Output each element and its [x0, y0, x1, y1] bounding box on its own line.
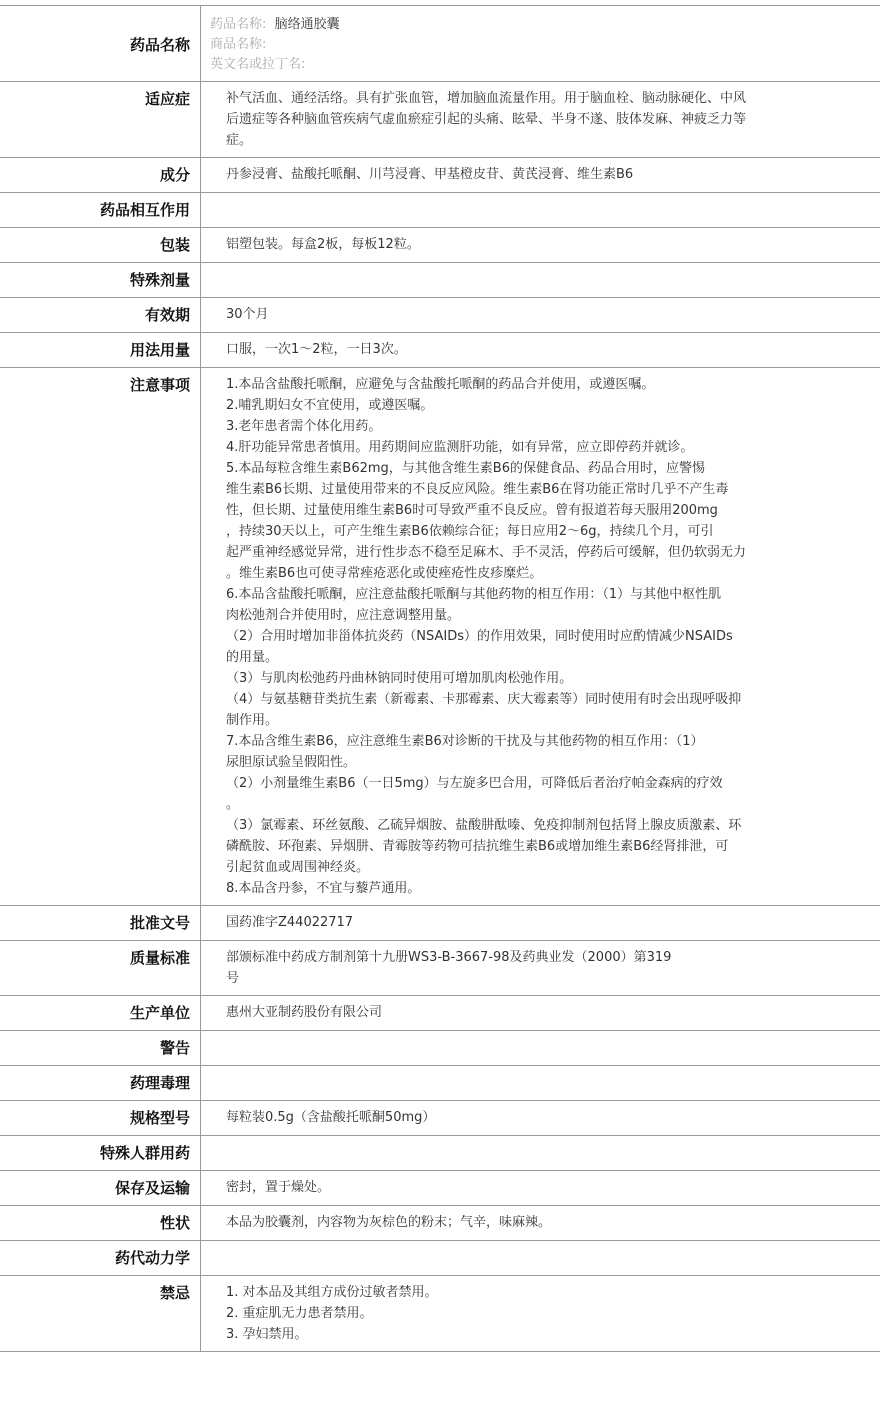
ingredients-value: 丹参浸膏、盐酸托哌酮、川芎浸膏、甲基橙皮苷、黄芪浸膏、维生素B6: [201, 158, 880, 193]
text-line: （2）小剂量维生素B6（一日5mg）与左旋多巴合用，可降低后者治疗帕金森病的疗效: [226, 773, 786, 794]
text-line: （3）氯霉素、环丝氨酸、乙硫异烟胺、盐酸肼酞嗪、免疫抑制剂包括肾上腺皮质激素、环: [226, 815, 786, 836]
quality-label: 质量标准: [0, 941, 201, 996]
text-line: 的用量。: [226, 647, 786, 668]
expiry-label: 有效期: [0, 298, 201, 333]
quality-row: [0, 941, 880, 996]
indication-label: 适应症: [0, 82, 201, 158]
text-line: 8.本品含丹参，不宜与藜芦通用。: [226, 878, 786, 899]
usage-row: [0, 333, 880, 368]
special-dose-row: [0, 263, 880, 298]
usage-value: 口服，一次1～2粒，一日3次。: [201, 333, 880, 368]
approval-row: [0, 906, 880, 941]
ingredients-label: 成分: [0, 158, 201, 193]
manufacturer-row: [0, 996, 880, 1031]
ingredients-row: [0, 158, 880, 193]
quality-value: [201, 941, 880, 996]
manufacturer-label: 生产单位: [0, 996, 201, 1031]
text-line: 3. 孕妇禁用。: [226, 1324, 786, 1345]
pharmacology-row: [0, 1066, 880, 1101]
text-line: 。: [226, 794, 786, 815]
text-line: 4.肝功能异常患者慎用。用药期间应监测肝功能，如有异常，应立即停药并就诊。: [226, 437, 786, 458]
spec-value: 每粒装0.5g（含盐酸托哌酮50mg）: [201, 1101, 880, 1136]
warning-label: 警告: [0, 1031, 201, 1066]
approval-label: 批准文号: [0, 906, 201, 941]
drug-name-row-label: 药品名称: [0, 6, 201, 82]
text-line: 症。: [226, 130, 786, 151]
text-line: 5.本品每粒含维生素B62mg，与其他含维生素B6的保健食品、药品合用时，应警惕: [226, 458, 786, 479]
trade-name-label: 商品名称:: [210, 35, 870, 55]
text-line: 磷酰胺、环孢素、异烟肼、青霉胺等药物可拮抗维生素B6或增加维生素B6经肾排泄，可: [226, 836, 786, 857]
spec-label: 规格型号: [0, 1101, 201, 1136]
warning-value: [201, 1031, 880, 1066]
special-population-label: 特殊人群用药: [0, 1136, 201, 1171]
approval-value: 国药准字Z44022717: [201, 906, 880, 941]
pharmacokinetics-label: 药代动力学: [0, 1241, 201, 1276]
interactions-value: [201, 193, 880, 228]
pharmacology-label: 药理毒理: [0, 1066, 201, 1101]
indication-value: [201, 82, 880, 158]
drug-info-table: [0, 5, 880, 1352]
drug-name-label: 药品名称:: [210, 17, 266, 32]
text-line: （4）与氨基糖苷类抗生素（新霉素、卡那霉素、庆大霉素等）同时使用有时会出现呼吸抑: [226, 689, 786, 710]
text-line: 1.本品含盐酸托哌酮，应避免与含盐酸托哌酮的药品合并使用，或遵医嘱。: [226, 374, 786, 395]
special-population-value: [201, 1136, 880, 1171]
precautions-label: 注意事项: [0, 368, 201, 906]
drug-name-row: [0, 6, 880, 82]
text-line: 1. 对本品及其组方成份过敏者禁用。: [226, 1282, 786, 1303]
text-line: 部颁标准中药成方制剂第十九册WS3-B-3667-98及药典业发（2000）第319: [226, 947, 786, 968]
spec-row: [0, 1101, 880, 1136]
usage-label: 用法用量: [0, 333, 201, 368]
special-dose-label: 特殊剂量: [0, 263, 201, 298]
text-line: 维生素B6长期、过量使用带来的不良反应风险。维生素B6在肾功能正常时几乎不产生毒: [226, 479, 786, 500]
contraindications-label: 禁忌: [0, 1276, 201, 1352]
interactions-label: 药品相互作用: [0, 193, 201, 228]
text-line: 7.本品含维生素B6，应注意维生素B6对诊断的干扰及与其他药物的相互作用：（1）: [226, 731, 786, 752]
text-line: 号: [226, 968, 786, 989]
storage-label: 保存及运输: [0, 1171, 201, 1206]
expiry-row: [0, 298, 880, 333]
text-line: 尿胆原试验呈假阳性。: [226, 752, 786, 773]
english-name-label: 英文名或拉丁名:: [210, 55, 870, 75]
text-line: 起严重神经感觉异常，进行性步态不稳至足麻木、手不灵活，停药后可缓解，但仍软弱无力: [226, 542, 786, 563]
text-line: 制作用。: [226, 710, 786, 731]
precautions-value: [201, 368, 880, 906]
expiry-value: 30个月: [201, 298, 880, 333]
appearance-label: 性状: [0, 1206, 201, 1241]
text-line: （2）合用时增加非甾体抗炎药（NSAIDs）的作用效果，同时使用时应酌情减少NSAIDs: [226, 626, 786, 647]
pharmacokinetics-row: [0, 1241, 880, 1276]
packaging-row: [0, 228, 880, 263]
special-population-row: [0, 1136, 880, 1171]
appearance-row: [0, 1206, 880, 1241]
appearance-value: 本品为胶囊剂，内容物为灰棕色的粉末；气辛，味麻辣。: [201, 1206, 880, 1241]
text-line: 6.本品含盐酸托哌酮，应注意盐酸托哌酮与其他药物的相互作用：（1）与其他中枢性肌: [226, 584, 786, 605]
text-line: 2.哺乳期妇女不宜使用，或遵医嘱。: [226, 395, 786, 416]
indication-row: [0, 82, 880, 158]
text-line: 肉松弛剂合并使用时，应注意调整用量。: [226, 605, 786, 626]
packaging-label: 包装: [0, 228, 201, 263]
pharmacology-value: [201, 1066, 880, 1101]
text-line: （3）与肌肉松弛药丹曲林钠同时使用可增加肌肉松弛作用。: [226, 668, 786, 689]
storage-row: [0, 1171, 880, 1206]
text-line: 2. 重症肌无力患者禁用。: [226, 1303, 786, 1324]
special-dose-value: [201, 263, 880, 298]
warning-row: [0, 1031, 880, 1066]
text-line: 补气活血、通经活络。具有扩张血管，增加脑血流量作用。用于脑血栓、脑动脉硬化、中风: [226, 88, 786, 109]
text-line: 3.老年患者需个体化用药。: [226, 416, 786, 437]
contraindications-value: [201, 1276, 880, 1352]
text-line: 性，但长期、过量使用维生素B6时可导致严重不良反应。曾有报道若每天服用200mg: [226, 500, 786, 521]
contraindications-row: [0, 1276, 880, 1352]
storage-value: 密封，置于燥处。: [201, 1171, 880, 1206]
packaging-value: 铝塑包装。每盒2板，每板12粒。: [201, 228, 880, 263]
pharmacokinetics-value: [201, 1241, 880, 1276]
text-line: 后遗症等各种脑血管疾病气虚血瘀症引起的头痛、眩晕、半身不遂、肢体发麻、神疲乏力等: [226, 109, 786, 130]
interactions-row: [0, 193, 880, 228]
precautions-row: [0, 368, 880, 906]
text-line: 引起贫血或周围神经炎。: [226, 857, 786, 878]
drug-name-value: 脑络通胶囊: [275, 17, 340, 32]
manufacturer-value: 惠州大亚制药股份有限公司: [201, 996, 880, 1031]
text-line: 。维生素B6也可使寻常痤疮恶化或使痤疮性皮疹糜烂。: [226, 563, 786, 584]
text-line: ，持续30天以上，可产生维生素B6依赖综合征；每日应用2～6g，持续几个月，可引: [226, 521, 786, 542]
